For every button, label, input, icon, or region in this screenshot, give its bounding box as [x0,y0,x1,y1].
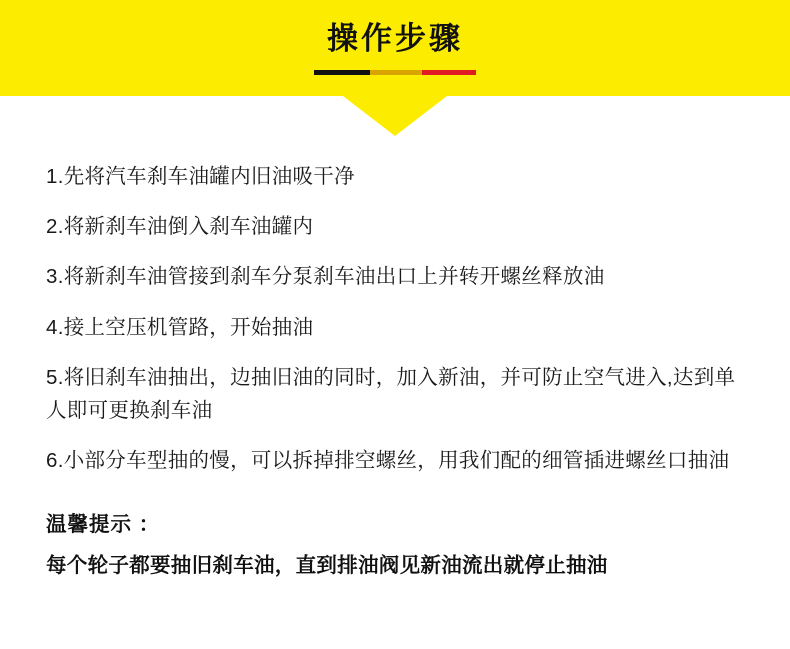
list-item: 6.小部分车型抽的慢，可以拆掉排空螺丝，用我们配的细管插进螺丝口抽油 [46,449,730,473]
content-area [0,160,790,582]
list-item: 1.先将汽车刹车油罐内旧油吸干净 [46,165,355,188]
list-item: 4.接上空压机管路，开始抽油 [46,315,314,339]
rule-segment-red [422,70,476,75]
steps-list [46,160,744,477]
list-item: 2.将新刹车油倒入刹车油罐内 [46,215,314,239]
header-arrow-container [0,96,790,136]
header-banner [0,0,790,96]
tips-title: 温馨提示 ： [46,513,161,537]
tips-text: 每个轮子都要抽旧刹车油，直到排油阀见新油流出就停止抽油 [46,554,608,578]
title-underline-rule [314,70,476,75]
tips-section [46,507,744,582]
rule-segment-black [314,70,370,75]
down-arrow-icon [343,96,447,136]
rule-segment-gold [370,70,422,75]
list-item: 3.将新刹车油管接到刹车分泵刹车油出口上并转开螺丝释放油 [46,265,605,289]
list-item: 5.将旧刹车油抽出，边抽旧油的同时，加入新油，并可防止空气进入,达到单人即可更换刹车油 [46,365,736,423]
page-title: 操作步骤 [327,21,463,56]
